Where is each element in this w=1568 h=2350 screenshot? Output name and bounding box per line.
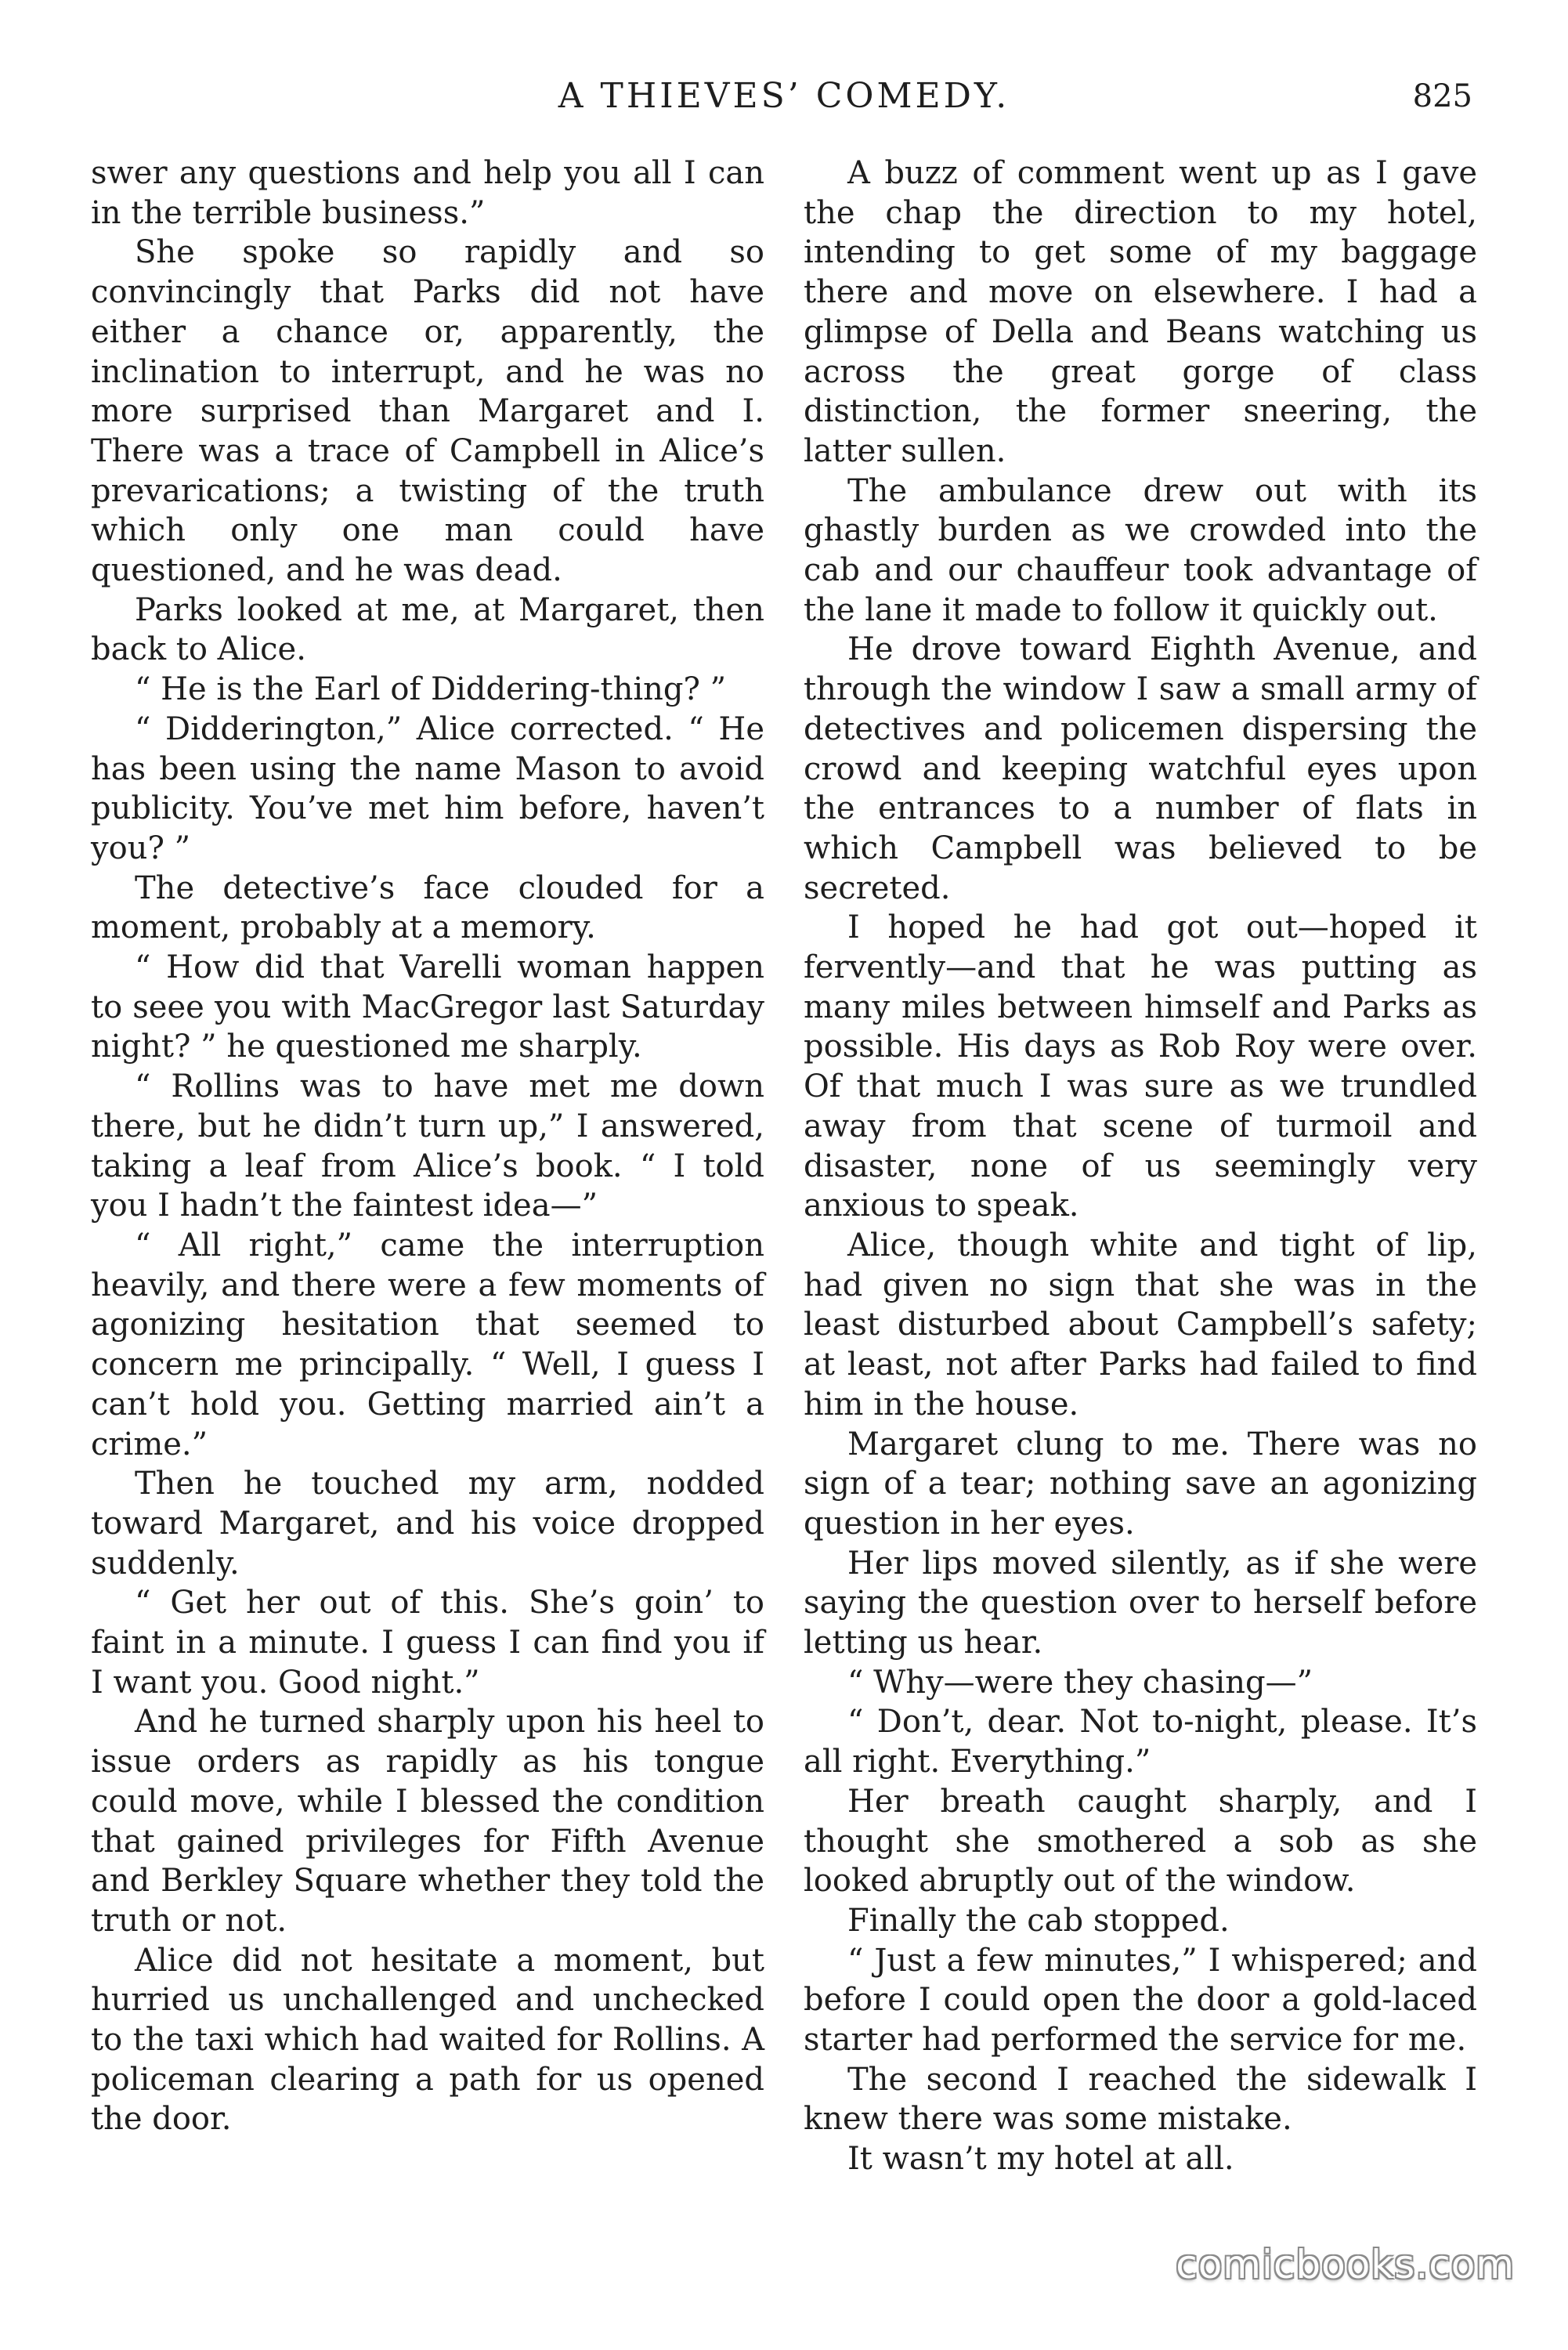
- watermark-logo: comicbooks.com: [1176, 2242, 1515, 2287]
- paragraph: It wasn’t my hotel at all.: [847, 2141, 1234, 2178]
- paragraph: I hoped he had got out—hoped it fervently—and that he was putting as many miles between himself and Parks as possible. His days as Rob Roy were over. Of that much I was sure as we trundled away from that scene of turmoil and disaster, none of us seemingly very anxious to speak.: [804, 909, 1477, 1224]
- paragraph: “ Get her out of this. She’s goin’ to faint in a minute. I guess I can find you if I want you. Good night.”: [91, 1585, 764, 1701]
- paragraph: Alice, though white and tight of lip, had given no sign that she was in the least disturbed about Campbell’s safety; at least, not after Parks had failed to find him in the house.: [804, 1227, 1477, 1423]
- page-number: 825: [1412, 78, 1472, 114]
- paragraph: “ Why—were they chasing—”: [847, 1664, 1313, 1701]
- paragraph: Alice did not hesitate a moment, but hurried us unchallenged and unchecked to the taxi which had waited for Rollins. A policeman clearing a path for us opened the door.: [91, 1942, 764, 2138]
- left-column: [91, 154, 764, 2139]
- paragraph: The detective’s face clouded for a moment, probably at a memory.: [91, 870, 764, 946]
- paragraph: “ Rollins was to have met me down there, but he didn’t turn up,” I answered, taking a leaf from Alice’s book. “ I told you I hadn’t the faintest idea—”: [91, 1068, 764, 1224]
- paragraph: He drove toward Eighth Avenue, and through the window I saw a small army of detectives and policemen dispersing the crowd and keeping watchful eyes upon the entrances to a number of flats in which Campbell was believed to be secreted.: [804, 631, 1477, 906]
- paragraph: “ All right,” came the interruption heavily, and there were a few moments of agonizing hesitation that seemed to concern me principally. “ Well, I guess I can’t hold you. Getting married ain’t a crime.”: [91, 1227, 764, 1462]
- paragraph: A buzz of comment went up as I gave the chap the direction to my hotel, intending to get some of my baggage there and move on elsewhere. I had a glimpse of Della and Beans watching us across the great gorge of class distinction, the former sneering, the latter sullen.: [804, 155, 1477, 469]
- paragraph: The second I reached the sidewalk I knew there was some mistake.: [804, 2061, 1477, 2138]
- paragraph: “ He is the Earl of Diddering-thing? ”: [135, 671, 727, 708]
- paragraph: Her lips moved silently, as if she were saying the question over to herself before letting us hear.: [804, 1545, 1477, 1661]
- paragraph: The ambulance drew out with its ghastly burden as we crowded into the cab and our chauffeur took advantage of the lane it made to follow it quickly out.: [804, 472, 1477, 628]
- paragraph: Finally the cab stopped.: [847, 1902, 1230, 1939]
- paragraph: Margaret clung to me. There was no sign of a tear; nothing save an agonizing question in her eyes.: [804, 1426, 1477, 1542]
- paragraph: Parks looked at me, at Margaret, then back to Alice.: [91, 591, 764, 668]
- paragraph: And he turned sharply upon his heel to issue orders as rapidly as his tongue could move, while I blessed the condition that gained privileges for Fifth Avenue and Berkley Square whether they told the truth or not.: [91, 1704, 764, 1939]
- paragraph: Her breath caught sharply, and I thought she smothered a sob as she looked abruptly out of the window.: [804, 1783, 1477, 1900]
- page-header: [0, 69, 1568, 124]
- paragraph: “ Just a few minutes,” I whispered; and before I could open the door a gold-laced starter had performed the service for me.: [804, 1942, 1477, 2059]
- paragraph: swer any questions and help you all I can in the terrible business.”: [91, 155, 764, 231]
- paragraph: “ Didderington,” Alice corrected. “ He has been using the name Mason to avoid publicity. You’ve met him before, haven’t you? ”: [91, 710, 764, 866]
- running-title: A THIEVES’ COMEDY.: [558, 76, 1010, 116]
- right-column: [804, 154, 1477, 2179]
- paragraph: “ Don’t, dear. Not to-night, please. It’s all right. Everything.”: [804, 1704, 1477, 1781]
- paragraph: Then he touched my arm, nodded toward Margaret, and his voice dropped suddenly.: [91, 1466, 764, 1582]
- paragraph: “ How did that Varelli woman happen to seee you with MacGregor last Saturday night? ” he questioned me sharply.: [91, 949, 764, 1065]
- paragraph: She spoke so rapidly and so convincingly that Parks did not have either a chance or, apparently, the inclination to interrupt, and he was no more surprised than Margaret and I. There was a trace of Campbell in Alice’s prevarications; a twisting of the truth which only one man could have questioned, and he was dead.: [91, 234, 764, 589]
